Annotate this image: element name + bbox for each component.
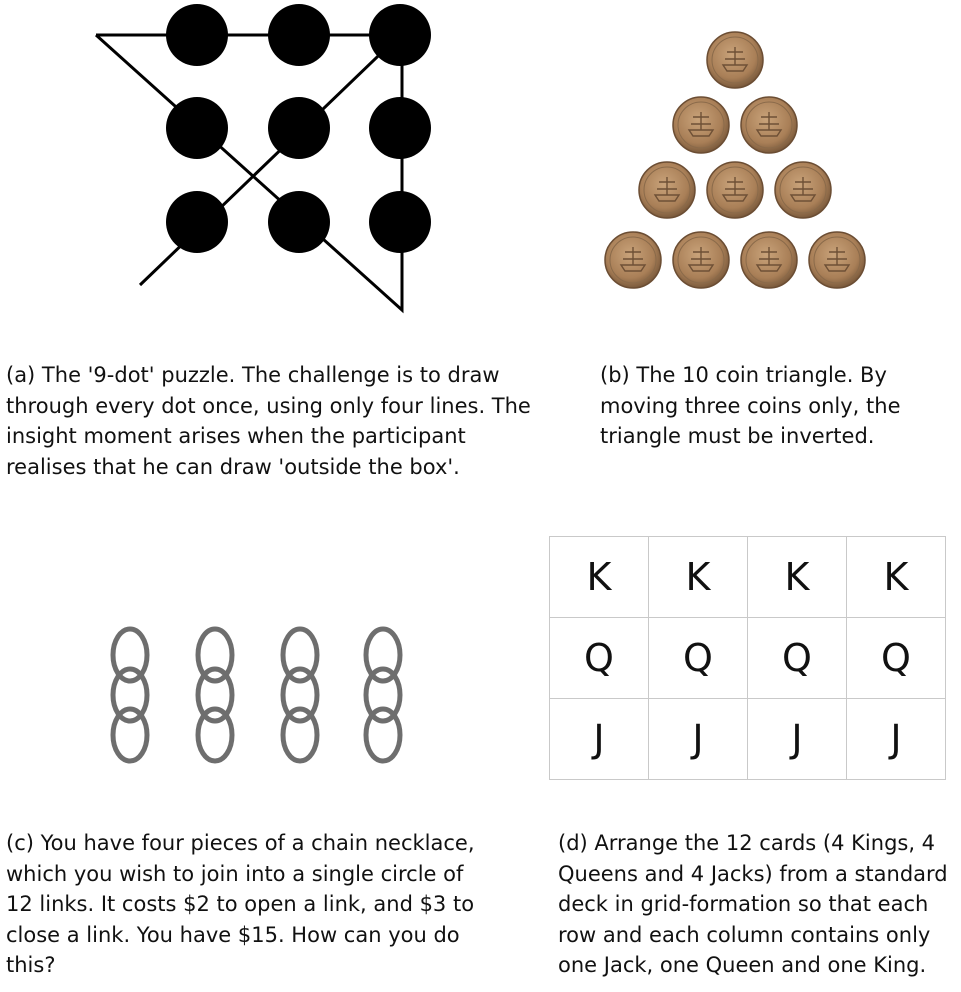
coin	[707, 32, 763, 88]
card-cell: J	[748, 699, 847, 780]
card-cell: K	[748, 537, 847, 618]
card-cell: K	[550, 537, 649, 618]
solution-path	[96, 35, 400, 285]
chain-piece	[198, 629, 232, 761]
dot	[166, 97, 228, 159]
dot	[268, 4, 330, 66]
coin-triangle-diagram	[590, 15, 890, 315]
card-cell: J	[847, 699, 946, 780]
card-cell: Q	[847, 618, 946, 699]
card-cell: J	[649, 699, 748, 780]
coin	[741, 232, 797, 288]
chain-link	[366, 709, 400, 761]
coin	[605, 232, 661, 288]
caption-c: (c) You have four pieces of a chain necklace, which you wish to join into a single circle of 12 links. It costs $2 to open a link, and $3 to close a link. You have $15. How can you do this?	[6, 831, 475, 977]
chain-link	[198, 709, 232, 761]
card-cell: Q	[649, 618, 748, 699]
coin	[639, 162, 695, 218]
coin	[707, 162, 763, 218]
coins	[605, 32, 865, 288]
chain-piece	[283, 629, 317, 761]
card-cell: K	[649, 537, 748, 618]
chain-pieces-diagram	[90, 610, 490, 810]
card-cell: Q	[748, 618, 847, 699]
coin	[673, 232, 729, 288]
chain-link	[113, 709, 147, 761]
dot	[166, 191, 228, 253]
card-grid	[549, 536, 946, 780]
dot-grid	[166, 4, 431, 253]
dot	[369, 97, 431, 159]
chain-piece	[366, 629, 400, 761]
caption-d: (d) Arrange the 12 cards (4 Kings, 4 Queens and 4 Jacks) from a standard deck in grid-formation so that each row and each column contains only one Jack, one Queen and one King.	[558, 831, 948, 977]
card-cell: K	[847, 537, 946, 618]
dot	[268, 191, 330, 253]
card-row	[550, 537, 946, 618]
card-row	[550, 699, 946, 780]
chains	[113, 629, 400, 761]
coin	[673, 97, 729, 153]
coin	[809, 232, 865, 288]
dot	[369, 191, 431, 253]
card-cell: J	[550, 699, 649, 780]
chain-link	[283, 709, 317, 761]
dot	[369, 4, 431, 66]
card-cell: Q	[550, 618, 649, 699]
card-row	[550, 618, 946, 699]
chain-piece	[113, 629, 147, 761]
dot	[166, 4, 228, 66]
solution-lines	[96, 35, 402, 310]
caption-b: (b) The 10 coin triangle. By moving three coins only, the triangle must be inverted.	[600, 363, 901, 448]
coin	[775, 162, 831, 218]
dot	[268, 97, 330, 159]
caption-a: (a) The '9-dot' puzzle. The challenge is to draw through every dot once, using only four lines. The insight moment arises when the participant realises that he can draw 'outside the box'.	[6, 363, 531, 479]
coin	[741, 97, 797, 153]
